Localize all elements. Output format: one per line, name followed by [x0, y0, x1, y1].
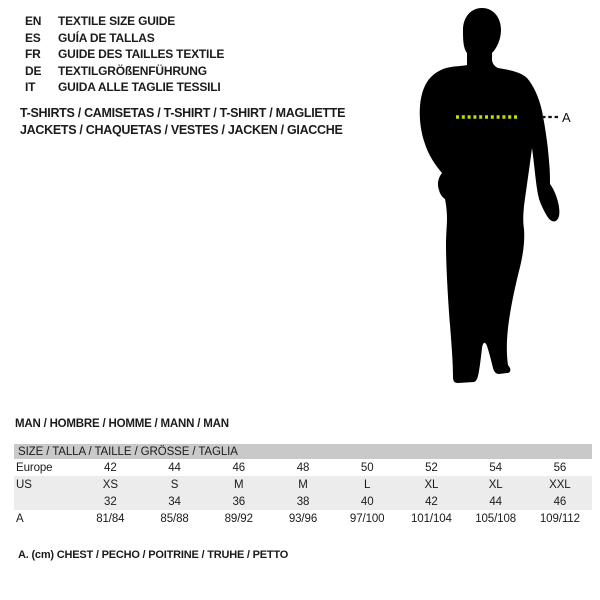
- man-silhouette-figure: [415, 5, 600, 390]
- size-table-row: [14, 510, 592, 527]
- size-table-header-row: [14, 444, 592, 459]
- size-row-label: [14, 493, 78, 510]
- measurement-footnote: A. (cm) CHEST / PECHO / POITRINE / TRUHE / PETTO: [18, 549, 289, 561]
- product-categories: [20, 105, 345, 139]
- size-value-cell: L: [364, 478, 371, 491]
- language-title: TEXTILGRÖßENFÜHRUNG: [58, 63, 207, 78]
- size-row-label: Europe: [16, 461, 53, 474]
- size-value-cell: 42: [104, 461, 117, 474]
- size-value-cell: 48: [296, 461, 310, 474]
- size-value-cell: 56: [553, 461, 567, 474]
- size-value-cell: 32: [104, 495, 117, 508]
- size-value-cell: 46: [232, 461, 246, 474]
- size-value-cell: 46: [553, 495, 567, 508]
- language-code: DE: [25, 63, 42, 78]
- size-value-cell: 52: [425, 461, 438, 474]
- section-title-man: MAN / HOMBRE / HOMME / MANN / MAN: [15, 418, 229, 430]
- language-code: IT: [25, 80, 36, 94]
- size-table: [14, 444, 592, 527]
- size-value-cell: 109/112: [539, 512, 580, 525]
- size-value-cell: 97/100: [349, 512, 385, 525]
- size-value-cell: 101/104: [410, 512, 452, 525]
- language-code: ES: [25, 30, 41, 45]
- size-value-cell: XL: [424, 478, 439, 491]
- size-value-cell: 44: [489, 495, 502, 508]
- size-value-cell: XS: [102, 478, 118, 491]
- language-row: [25, 13, 224, 30]
- size-value-cell: S: [170, 478, 179, 491]
- language-row: [25, 79, 224, 96]
- size-row-label: A: [16, 512, 24, 525]
- language-list: [25, 13, 224, 96]
- size-value-cell: 42: [425, 495, 438, 508]
- language-title: GUÍA DE TALLAS: [58, 30, 155, 45]
- size-value-cell: 89/92: [224, 512, 253, 525]
- product-category-line: T-SHIRTS / CAMISETAS / T-SHIRT / T-SHIRT / MAGLIETTE: [20, 106, 346, 120]
- size-value-cell: 40: [360, 495, 374, 508]
- size-value-cell: 85/88: [160, 512, 189, 525]
- size-value-cell: 54: [489, 461, 502, 474]
- language-row: [25, 30, 224, 47]
- size-table-body: [14, 444, 592, 527]
- size-value-cell: 93/96: [288, 512, 318, 525]
- size-value-cell: 36: [232, 495, 246, 508]
- product-category-line: JACKETS / CHAQUETAS / VESTES / JACKEN / GIACCHE: [20, 123, 343, 137]
- size-table-row: [14, 459, 592, 476]
- size-row-label: US: [16, 478, 32, 491]
- man-silhouette: [420, 8, 560, 383]
- language-row: [25, 46, 224, 63]
- language-title: TEXTILE SIZE GUIDE: [58, 14, 176, 28]
- language-code: EN: [25, 14, 42, 28]
- man-silhouette-svg: [415, 5, 600, 390]
- size-value-cell: M: [298, 478, 308, 491]
- size-value-cell: 81/84: [96, 512, 125, 525]
- language-title: GUIDE DES TAILLES TEXTILE: [58, 47, 225, 61]
- size-value-cell: XXL: [549, 478, 571, 491]
- size-value-cell: 50: [360, 461, 374, 474]
- size-value-cell: XL: [488, 478, 503, 491]
- language-title: GUIDA ALLE TAGLIE TESSILI: [58, 80, 221, 94]
- measure-label-a: A: [562, 110, 571, 125]
- size-value-cell: M: [234, 478, 244, 491]
- size-table-header: SIZE / TALLA / TAILLE / GRÖSSE / TAGLIA: [18, 445, 238, 458]
- size-value-cell: 105/108: [475, 512, 517, 525]
- size-value-cell: 38: [296, 495, 310, 508]
- language-code: FR: [25, 47, 41, 61]
- size-table-row: [14, 493, 592, 510]
- language-row: [25, 63, 224, 80]
- size-value-cell: 44: [168, 461, 181, 474]
- size-value-cell: 34: [168, 495, 181, 508]
- size-table-row: [14, 476, 592, 493]
